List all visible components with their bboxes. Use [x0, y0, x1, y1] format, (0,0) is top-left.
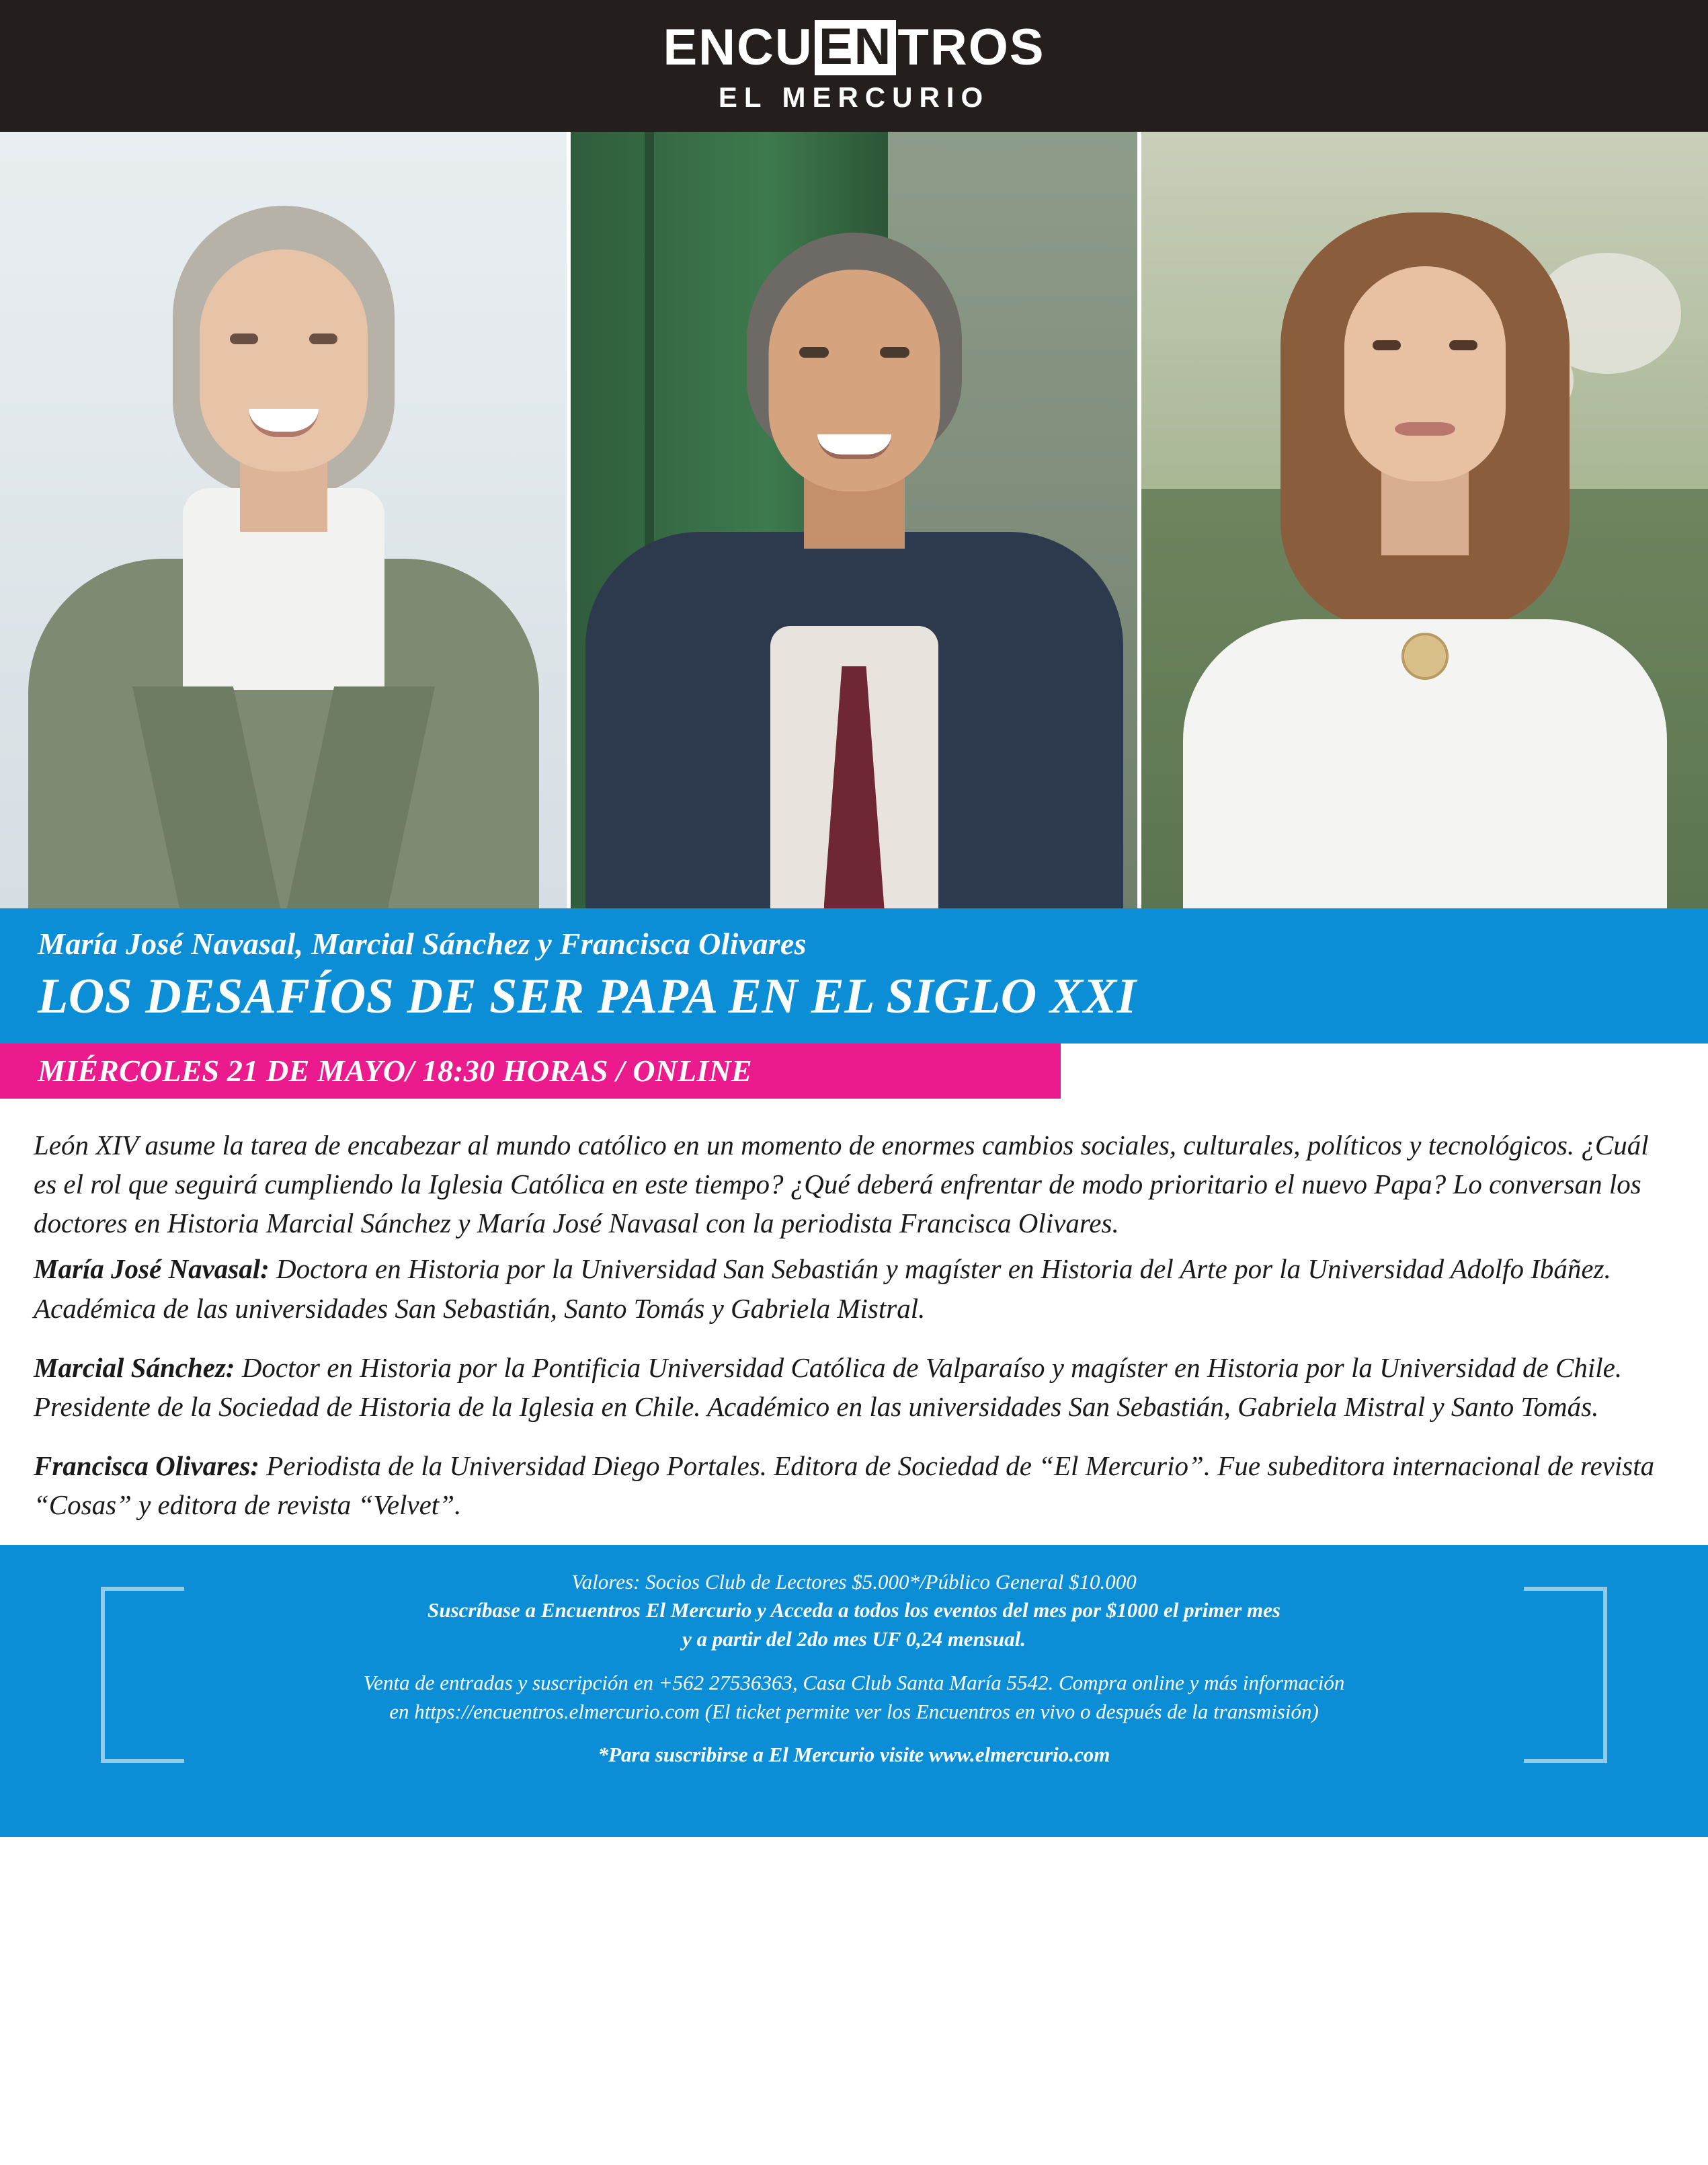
photo-maria-jose-navasal	[0, 132, 567, 908]
footer-sales-line-2[interactable]: en https://encuentros.elmercurio.com (El ticket permite ver los Encuentros en vivo o después de la transmisión)	[389, 1699, 1319, 1723]
footer-subscribe-line-2: y a partir del 2do mes UF 0,24 mensual.	[682, 1627, 1026, 1651]
footer	[0, 1545, 1708, 1837]
speakers-line: María José Navasal, Marcial Sánchez y Francisca Olivares	[38, 927, 807, 961]
encuentros-logo	[663, 20, 1045, 112]
footer-subscribe-line-1: Suscríbase a Encuentros El Mercurio y Acceda a todos los eventos del mes por $1000 el primer mes	[428, 1598, 1280, 1622]
portrait-eye-right	[880, 347, 909, 358]
portrait-eye-left	[799, 347, 829, 358]
portrait-pendant	[1401, 633, 1449, 680]
portrait-eye-right	[1449, 340, 1477, 350]
bracket-right-decoration	[1524, 1587, 1607, 1763]
event-title: LOS DESAFÍOS DE SER PAPA EN EL SIGLO XXI	[38, 969, 1137, 1024]
body-copy	[0, 1105, 1708, 1525]
portrait-mouth	[1395, 422, 1455, 436]
logo-subtitle: EL MERCURIO	[718, 81, 990, 113]
date-text: MIÉRCOLES 21 DE MAYO/ 18:30 HORAS / ONLINE	[38, 1054, 752, 1089]
bio-name: Francisca Olivares:	[34, 1450, 259, 1482]
title-band	[0, 908, 1708, 1044]
date-band	[0, 1044, 1061, 1099]
portrait-face	[200, 249, 368, 471]
logo-wordmark	[663, 20, 1045, 75]
masthead	[0, 0, 1708, 132]
bio-name: Marcial Sánchez:	[34, 1351, 235, 1383]
bio-name: María José Navasal:	[34, 1253, 270, 1285]
footer-note[interactable]: *Para suscribirse a El Mercurio visite www.elmercurio.com	[598, 1743, 1110, 1767]
portrait-eye-right	[309, 333, 337, 344]
logo-part-2: TROS	[897, 19, 1045, 76]
bio-marcial-sanchez	[34, 1348, 1661, 1426]
portrait-face	[1344, 266, 1506, 481]
bio-maria-jose-navasal	[34, 1249, 1661, 1327]
bio-text: Doctor en Historia por la Pontificia Universidad Católica de Valparaíso y magíster en Historia por la Universidad de Chile. Presidente de la Sociedad de Historia de la Iglesia en Chile. Académico en las universidades San Sebastián, Gabriela Mistral y Santo Tomás.	[34, 1351, 1623, 1422]
speaker-photo-strip	[0, 132, 1708, 908]
intro-paragraph: León XIV asume la tarea de encabezar al mundo católico en un momento de enormes cambios sociales, culturales, políticos y tecnológicos. ¿Cuál es el rol que seguirá cumpliendo la Iglesia Católica en este tiempo? ¿Qué deberá enfrentar de modo prioritario el nuevo Papa? Lo conversan los doctores en Historia Marcial Sánchez y María José Navasal con la periodista Francisca Olivares.	[34, 1129, 1649, 1239]
date-band-wrapper	[0, 1044, 1708, 1105]
bio-text: Periodista de la Universidad Diego Portales. Editora de Sociedad de “El Mercurio”. Fue subeditora internacional de revista “Cosas” y editora de revista “Velvet”.	[34, 1450, 1655, 1521]
portrait-eye-left	[1373, 340, 1401, 350]
logo-boxed-en: EN	[815, 20, 897, 75]
bracket-left-decoration	[101, 1587, 184, 1763]
logo-part-1: ENCU	[663, 19, 813, 76]
portrait-eye-left	[230, 333, 258, 344]
footer-sales-line-1: Venta de entradas y suscripción en +562 27536363, Casa Club Santa María 5542. Compra online y más información	[363, 1670, 1345, 1694]
photo-francisca-olivares	[1141, 132, 1708, 908]
photo-marcial-sanchez	[571, 132, 1137, 908]
footer-prices: Valores: Socios Club de Lectores $5.000*/Público General $10.000	[571, 1569, 1137, 1593]
bio-text: Doctora en Historia por la Universidad San Sebastián y magíster en Historia del Arte por la Universidad Adolfo Ibáñez. Académica de las universidades San Sebastián, Santo Tomás y Gabriela Mistral.	[34, 1253, 1611, 1324]
bio-francisca-olivares	[34, 1446, 1661, 1524]
